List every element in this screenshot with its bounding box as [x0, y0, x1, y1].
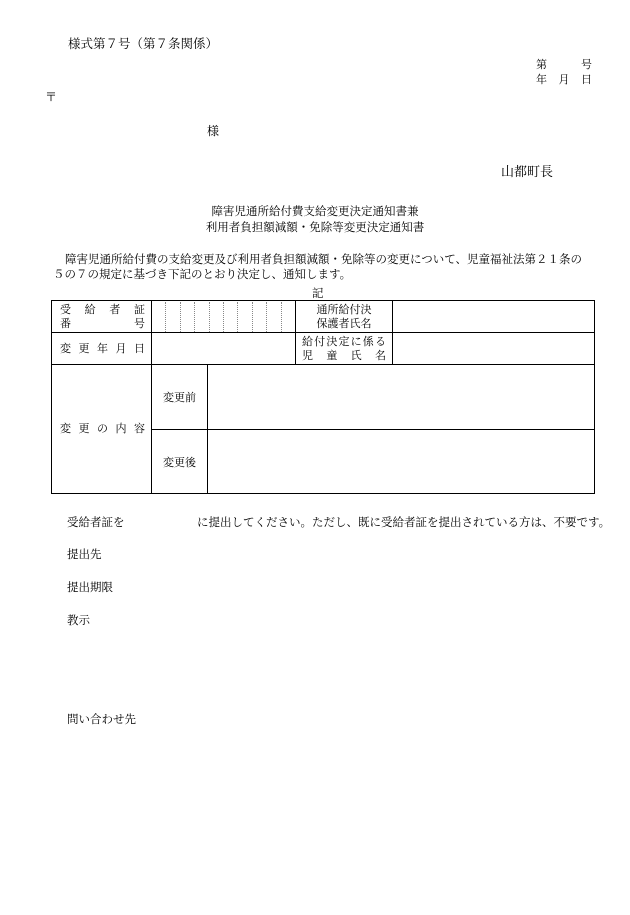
doc-no-suffix: 号 — [581, 58, 592, 71]
recipient-cert-label — [52, 301, 152, 333]
document-title-line2: 利用者負担額減額・免除等変更決定通知書 — [205, 220, 425, 234]
after-change-field[interactable] — [208, 430, 595, 494]
body-paragraph: 障害児通所給付費の支給変更及び利用者負担額減額・免除等の変更について、児童福祉法第２１条の５の７の規定に基づき下記のとおり決定し、通知します。 — [53, 252, 583, 281]
deadline-label: 提出期限 — [67, 580, 113, 594]
document-number-date — [534, 56, 592, 86]
change-content-label: 変 更 の 内 容 — [52, 365, 152, 494]
date-month: 月 — [558, 73, 570, 86]
before-change-label: 変更前 — [152, 365, 208, 430]
ki-mark: 記 — [312, 286, 324, 300]
change-date-field[interactable] — [152, 333, 296, 365]
after-change-label: 変更後 — [152, 430, 208, 494]
issuer-name: 山都町長 — [501, 165, 554, 180]
addressee-suffix: 様 — [207, 124, 220, 138]
submit-to-label: 提出先 — [67, 547, 102, 561]
before-change-field[interactable] — [208, 365, 595, 430]
recipient-cert-label-line2: 番 号 — [60, 316, 145, 330]
date-day: 日 — [581, 73, 592, 86]
document-title-line1: 障害児通所給付費支給変更決定通知書兼 — [211, 204, 419, 218]
recipient-cert-label-line1: 受 給 者 証 — [60, 302, 145, 316]
contact-label: 問い合わせ先 — [67, 712, 136, 726]
child-name-label: 給 付 決 定 に 係 る 児 童 氏 名 — [296, 333, 393, 365]
child-name-field[interactable] — [393, 333, 595, 365]
change-date-label: 変 更 年 月 日 — [52, 333, 152, 365]
date-year: 年 — [536, 73, 547, 86]
postal-mark: 〒 — [45, 90, 58, 104]
form-number: 様式第７号（第７条関係） — [68, 36, 219, 51]
submit-instruction-suffix: に提出してください。ただし、既に受給者証を提出されている方は、不要です。 — [197, 515, 611, 529]
guardian-name-field[interactable] — [393, 301, 595, 333]
guardian-label: 通所給付決 保護者氏名 — [296, 301, 393, 333]
doc-no-prefix: 第 — [536, 58, 547, 71]
submit-instruction-prefix: 受給者証を — [67, 515, 125, 529]
instruction-label: 教示 — [67, 613, 90, 627]
recipient-cert-number-boxes[interactable] — [152, 301, 296, 333]
change-details-table — [51, 300, 595, 494]
